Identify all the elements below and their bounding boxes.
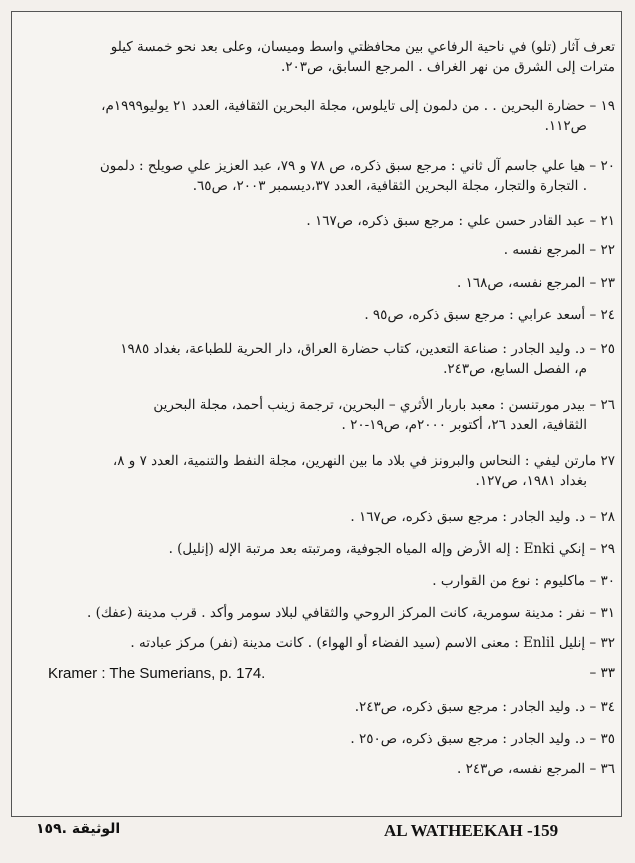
footnote-line: ٢١ – عبد القادر حسن علي : مرجع سبق ذكره، ص١٦٧ .: [306, 213, 615, 229]
footnote-line: ٣٥ – د. وليد الجادر : مرجع سبق ذكره، ص٢٥٠ .: [350, 731, 615, 747]
footnote-line: ٣١ – نفر : مدينة سومرية، كانت المركز الروحي والثقافي لبلاد سومر وأكد . قرب مدينة (عفك) .: [87, 605, 615, 621]
footnote-33-number: ٣٣ –: [589, 665, 615, 681]
footnote-line: ٢٦ – بيدر مورتنسن : معبد باربار الأثري – البحرين، ترجمة زينب أحمد، مجلة البحرين: [153, 397, 615, 413]
footer-english-title: AL WATHEEKAH -159: [384, 821, 559, 840]
intro-paragraph: [22, 37, 615, 77]
footnote-line: ٣٢ – إنليل Enlil : معنى الاسم (سيد الفضاء أو الهواء) . كانت مدينة (نفر) مركز عبادته .: [130, 635, 615, 651]
footnote-line: ٢٩ – إنكي Enki : إله الأرض وإله المياه الجوفية، ومرتبته بعد مرتبة الإله (إنليل) .: [168, 541, 615, 557]
footnote-line: ٣٤ – د. وليد الجادر : مرجع سبق ذكره، ص٢٤٣.: [354, 699, 615, 715]
footnote-line: ٣٦ – المرجع نفسه، ص٢٤٣ .: [457, 761, 615, 777]
footnote-20: [22, 156, 615, 196]
footer-arabic-title: الوثيقة .١٥٩: [36, 821, 121, 837]
footnote-line: ٣٠ – ماكليوم : نوع من القوارب .: [432, 573, 615, 589]
footnote-line: بغداد ١٩٨١، ص١٢٧.: [475, 473, 587, 489]
footnote-31: [22, 603, 615, 623]
intro-line: تعرف آثار (تلو) في ناحية الرفاعي بين محافظتي واسط وميسان، وعلى بعد نحو خمسة كيلو: [110, 39, 615, 55]
footnote-line: ص١١٢.: [544, 118, 587, 134]
footnote-23: [22, 273, 615, 293]
footnote-25: [22, 339, 615, 379]
footnote-line: ٢٥ – د. وليد الجادر : صناعة التعدين، كتاب حضارة العراق، دار الحرية للطباعة، بغداد ١٩٨٥: [120, 341, 615, 357]
footnote-line: الثقافية، العدد ٢٦، أكتوبر ٢٠٠٠م، ص١٩-٢٠ .: [341, 417, 587, 433]
footnote-30: [22, 571, 615, 591]
footnote-line: ٢٨ – د. وليد الجادر : مرجع سبق ذكره، ص١٦٧ .: [350, 509, 615, 525]
footnote-34: [22, 697, 615, 717]
footnote-24: [22, 305, 615, 325]
footnote-line: ٢٣ – المرجع نفسه، ص١٦٨ .: [457, 275, 615, 291]
footnote-line: . التجارة والتجار، مجلة البحرين الثقافية، العدد ٣٧،ديسمبر ٢٠٠٣، ص٦٥.: [192, 178, 587, 194]
footnote-line: ٢٢ – المرجع نفسه .: [503, 242, 615, 258]
footnote-32: [22, 633, 615, 653]
footnote-line: ٢٠ – هيا علي جاسم آل ثاني : مرجع سبق ذكره، ص ٧٨ و ٧٩، عبد العزيز علي صويلح : دلمون: [99, 158, 615, 174]
intro-line: مترات إلى الشرق من نهر الغراف . المرجع السابق، ص٢٠٣.: [280, 59, 615, 75]
footnote-line: ١٩ – حضارة البحرين . . من دلمون إلى تايلوس، مجلة البحرين الثقافية، العدد ٢١ يوليو١٩٩٩م،: [101, 98, 615, 114]
footnote-29: [22, 539, 615, 559]
footnote-28: [22, 507, 615, 527]
footnote-line: ٢٤ – أسعد عرابي : مرجع سبق ذكره، ص٩٥ .: [364, 307, 615, 323]
footnote-36: [22, 759, 615, 779]
footnote-27: [22, 451, 615, 491]
footnote-line: ٢٧ مارتن ليفي : النحاس والبرونز في بلاد ما بين النهرين، مجلة النفط والتنمية، العدد ٧ و ٨،: [112, 453, 615, 469]
footnote-33-reference: Kramer : The Sumerians, p. 174.: [48, 665, 266, 682]
footnote-21: [22, 211, 615, 231]
footnote-26: [22, 395, 615, 435]
footnote-line: م، الفصل السابع، ص٢٤٣.: [443, 361, 587, 377]
footnote-19: [22, 96, 615, 136]
footnote-22: [22, 240, 615, 260]
footnote-35: [22, 729, 615, 749]
